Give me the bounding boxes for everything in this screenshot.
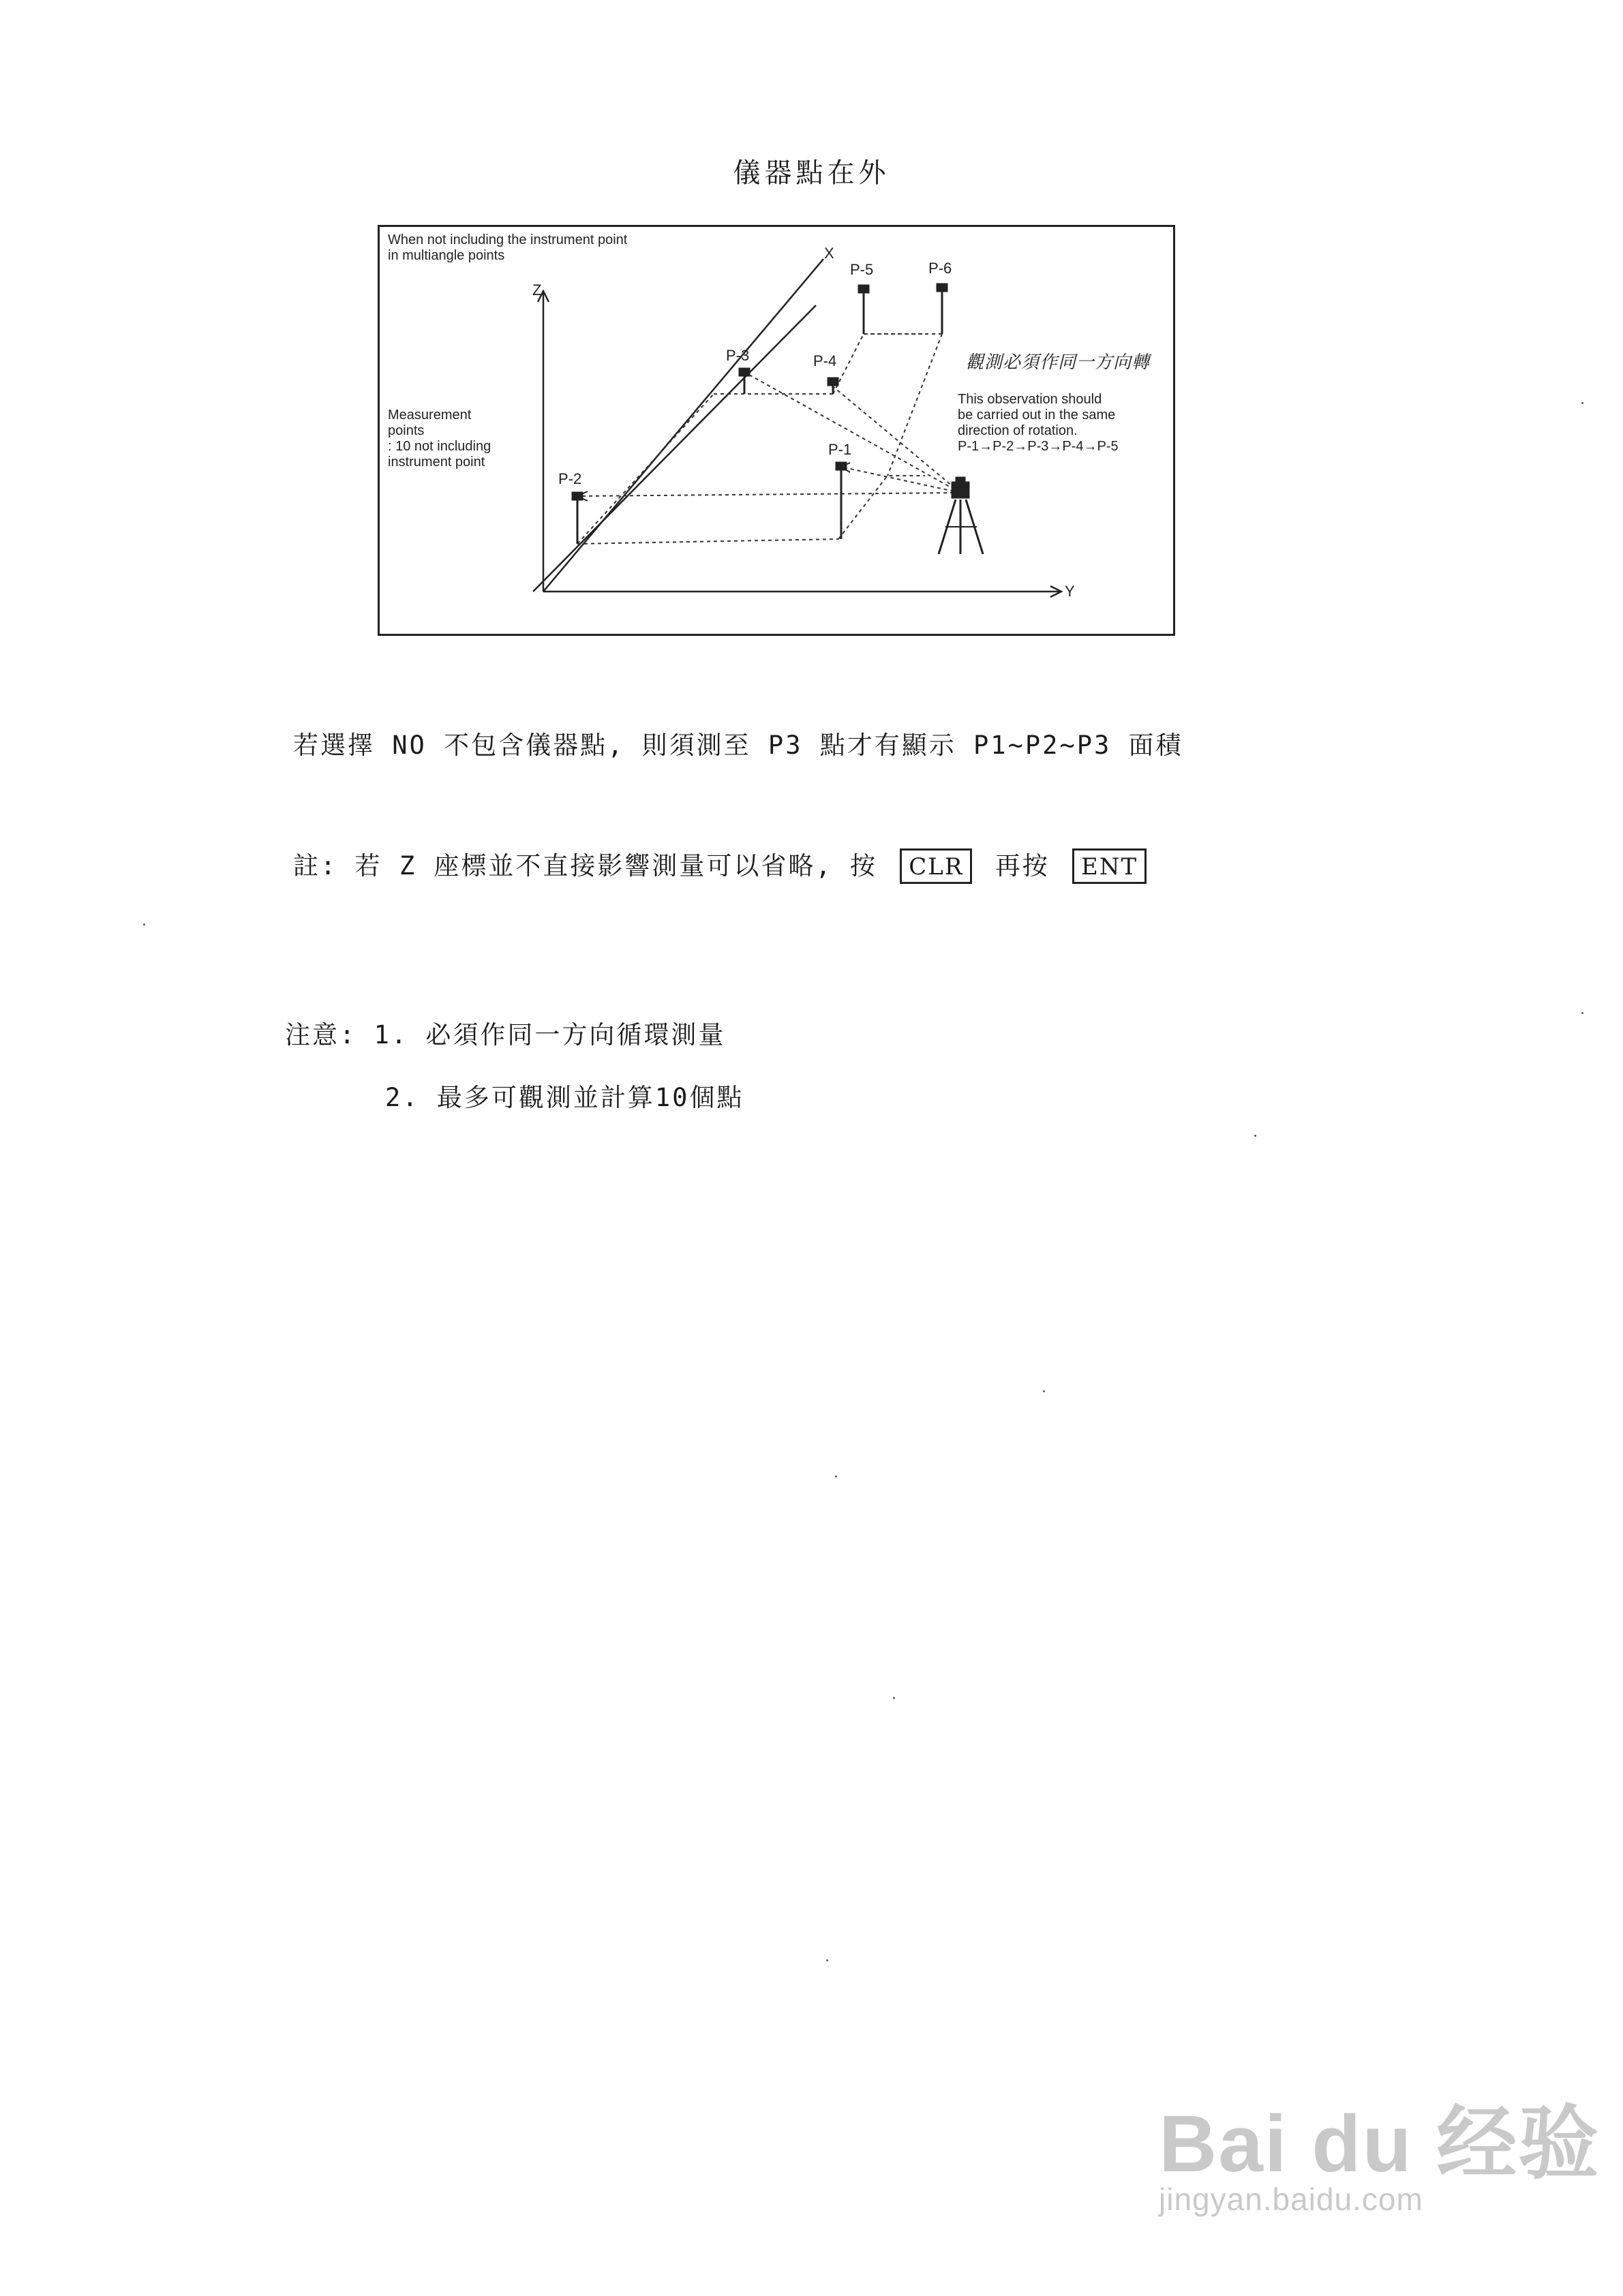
caption-top: When not including the instrument point in multiangle points [388, 232, 628, 263]
prism-p3 [740, 369, 749, 376]
note-handwritten: 觀測必須作同一方向轉 [966, 352, 1151, 373]
watermark-logo: Bai du 经验 [1159, 2099, 1601, 2189]
caution-item-1: 1. 必須作同一方向循環測量 [374, 1020, 726, 1050]
ent-key: ENT [1072, 848, 1147, 884]
prism-p6 [937, 284, 947, 291]
axis-label-z: Z [532, 281, 542, 299]
axis-label-x: X [824, 245, 834, 262]
text-line-selection: 若選擇 NO 不包含儀器點, 則須測至 P3 點才有顯示 P1~P2~P3 面積 [293, 731, 1183, 760]
sight-p4 [830, 384, 960, 493]
note-middle: 再按 [995, 851, 1050, 881]
x-axis-line [543, 259, 823, 592]
point-label-p1: P-1 [828, 441, 852, 458]
prism-p5 [859, 286, 868, 292]
caption-left: Measurement points : 10 not including instrument point [388, 408, 491, 470]
x-axis-line-2 [533, 305, 816, 592]
base-line-p2-p1 [577, 539, 838, 544]
page-title: 儀器點在外 [733, 157, 890, 189]
sight-p3 [744, 372, 960, 493]
prism-p4 [828, 378, 838, 385]
point-label-p6: P-6 [928, 260, 952, 277]
sight-p2 [577, 493, 960, 496]
point-label-p3: P-3 [726, 347, 750, 364]
caution-block [285, 1014, 725, 1051]
base-line-p1-instrument [838, 476, 925, 539]
caution-label: 注意: [285, 1020, 357, 1050]
text-line-note [293, 845, 1152, 884]
base-line-p4-p5 [833, 334, 925, 394]
clr-key: CLR [900, 848, 972, 884]
point-label-p5: P-5 [850, 261, 874, 278]
note-prefix: 註: 若 Z 座標並不直接影響測量可以省略, 按 [293, 851, 877, 881]
sight-p1 [841, 467, 960, 493]
diagram-figure [378, 225, 1175, 636]
point-label-p2: P-2 [558, 470, 582, 487]
axis-label-y: Y [1065, 583, 1075, 600]
link-p6-instrument [888, 334, 942, 476]
note-english: This observation should be carried out in the same direction of rotation. P-1→P-2→P-3→P-4→P-5 [958, 392, 1119, 454]
watermark-url: jingyan.baidu.com [1159, 2182, 1423, 2217]
point-label-p4: P-4 [813, 352, 837, 369]
caution-item-2: 2. 最多可觀測並計算10個點 [385, 1083, 744, 1112]
